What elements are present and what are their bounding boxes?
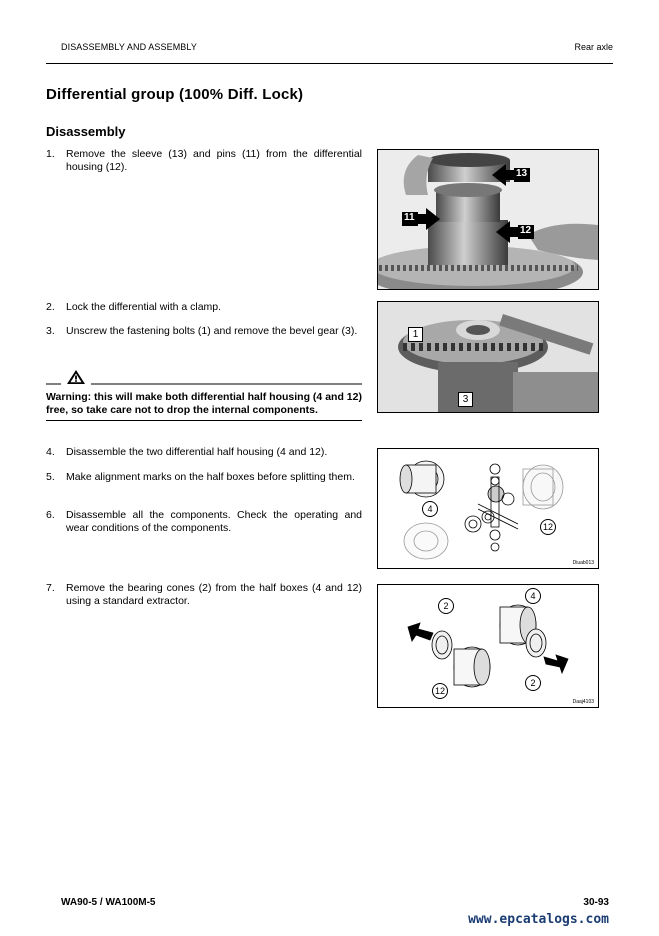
step-4 xyxy=(46,446,362,459)
callout-label-1: 1 xyxy=(408,327,423,342)
callout-arrow-11 xyxy=(400,208,440,235)
footer-page-number: 30-93 xyxy=(583,897,609,908)
figure-code: Daaj4103 xyxy=(572,699,594,705)
callout-label: 12 xyxy=(520,225,532,236)
warning-triangle-icon xyxy=(46,369,362,385)
photo-illustration xyxy=(378,302,598,412)
step-3 xyxy=(46,325,362,338)
figure-bearing-cones xyxy=(377,584,599,708)
step-number: 5. xyxy=(46,471,55,483)
step-number: 6. xyxy=(46,509,55,521)
step-6 xyxy=(46,509,362,535)
step-text: Disassemble the two differential half housing (4 and 12). xyxy=(66,446,328,458)
step-number: 3. xyxy=(46,325,55,337)
step-2 xyxy=(46,301,362,314)
step-number: 7. xyxy=(46,582,55,594)
step-text: Disassemble all the components. Check the operating and wear conditions of the components. xyxy=(66,509,362,534)
step-number: 4. xyxy=(46,446,55,458)
warning-bottom-rule xyxy=(46,420,362,421)
callout-label-2-top: 2 xyxy=(438,598,454,614)
section-subtitle: Disassembly xyxy=(46,124,126,139)
bearing-drawing xyxy=(378,585,598,707)
step-text: Unscrew the fastening bolts (1) and remove the bevel gear (3). xyxy=(66,325,358,337)
step-text: Lock the differential with a clamp. xyxy=(66,301,222,313)
figure-bevel-gear-photo xyxy=(377,301,599,413)
warning-icon-wrap xyxy=(46,369,362,390)
callout-label-2-bottom: 2 xyxy=(525,675,541,691)
header-rule xyxy=(46,63,613,64)
callout-label-4: 4 xyxy=(422,501,438,517)
callout-label-3: 3 xyxy=(458,392,473,407)
page-title: Differential group (100% Diff. Lock) xyxy=(46,86,304,103)
watermark-text: www.epcatalogs.com xyxy=(468,912,609,927)
figure-sleeve-removal-photo xyxy=(377,149,599,290)
callout-arrow-13 xyxy=(492,164,532,191)
callout-label: 13 xyxy=(516,168,528,179)
figure-code: Diuab013 xyxy=(572,560,594,566)
step-1 xyxy=(46,148,362,174)
exploded-drawing xyxy=(378,449,598,568)
running-header-chapter: Rear axle xyxy=(574,42,613,52)
callout-label: 11 xyxy=(404,212,415,223)
step-text: Remove the bearing cones (2) from the half boxes (4 and 12) using a standard extractor. xyxy=(66,582,362,607)
step-text: Remove the sleeve (13) and pins (11) from the differential housing (12). xyxy=(66,148,362,173)
step-number: 1. xyxy=(46,148,55,160)
step-7 xyxy=(46,582,362,608)
callout-arrow-12 xyxy=(496,221,536,248)
warning-text: Warning: this will make both differential half housing (4 and 12) free, so take care not to drop the internal components. xyxy=(46,391,362,416)
running-header-section: DISASSEMBLY AND ASSEMBLY xyxy=(61,42,197,52)
callout-label-4: 4 xyxy=(525,588,541,604)
footer-model: WA90-5 / WA100M-5 xyxy=(61,897,156,908)
figure-exploded-view xyxy=(377,448,599,569)
step-5 xyxy=(46,471,362,484)
callout-label-12: 12 xyxy=(432,683,448,699)
callout-label-12: 12 xyxy=(540,519,556,535)
step-number: 2. xyxy=(46,301,55,313)
step-text: Make alignment marks on the half boxes before splitting them. xyxy=(66,471,355,483)
